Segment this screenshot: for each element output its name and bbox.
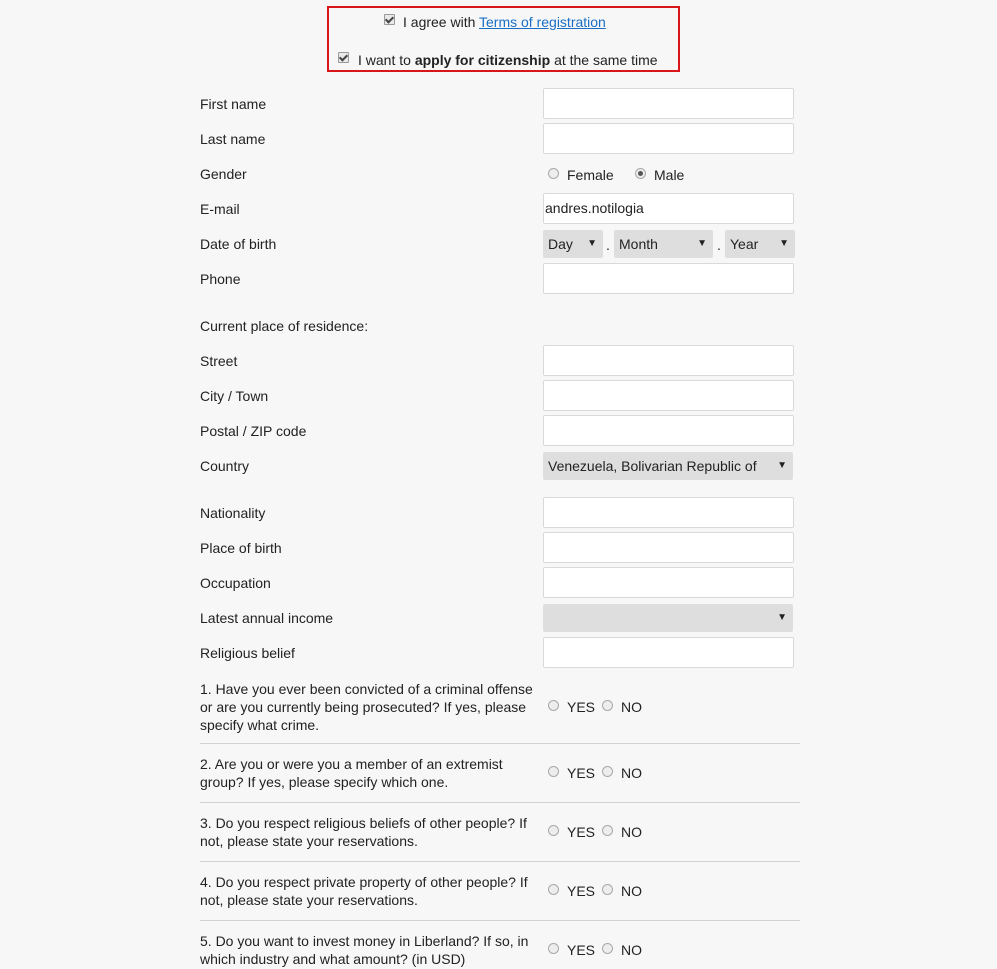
question-divider [200, 920, 800, 921]
income-label: Latest annual income [200, 610, 334, 626]
country-value: Venezuela, Bolivarian Republic of [548, 458, 757, 474]
residence-heading: Current place of residence: [200, 318, 369, 334]
question-5-no-radio[interactable] [602, 943, 613, 954]
yes-label: YES [567, 942, 596, 958]
no-label: NO [621, 883, 642, 899]
gender-female-label: Female [567, 167, 614, 183]
dropdown-arrow-icon: ▼ [587, 238, 597, 249]
yes-label: YES [567, 883, 596, 899]
postal-input[interactable] [543, 415, 794, 446]
no-label: NO [621, 765, 642, 781]
first-name-value [544, 95, 545, 111]
religious-label: Religious belief [200, 645, 295, 661]
citizenship-suffix: at the same time [554, 52, 658, 68]
first-name-label: First name [200, 96, 267, 112]
place-of-birth-input[interactable] [543, 532, 794, 563]
phone-label: Phone [200, 271, 241, 287]
gender-male-label: Male [654, 167, 685, 183]
yes-label: YES [567, 699, 596, 715]
citizenship-checkbox[interactable] [338, 52, 349, 63]
question-5-text: 5. Do you want to invest money in Liberland? If so, in which industry and what amount? (in USD) [200, 933, 529, 967]
question-divider [200, 802, 800, 803]
gender-label: Gender [200, 166, 247, 182]
city-label: City / Town [200, 388, 269, 404]
question-1-no-radio[interactable] [602, 700, 613, 711]
question-5-yes-radio[interactable] [548, 943, 559, 954]
dob-separator: . [606, 237, 610, 253]
question-2-yes-radio[interactable] [548, 766, 559, 777]
email-label: E-mail [200, 201, 240, 217]
dob-year-value: Year [730, 236, 759, 252]
first-name-input[interactable] [543, 88, 794, 119]
question-2-no-radio[interactable] [602, 766, 613, 777]
dropdown-arrow-icon: ▼ [777, 612, 787, 623]
gender-male-radio[interactable] [635, 168, 646, 179]
question-divider [200, 743, 800, 744]
country-label: Country [200, 458, 250, 474]
dob-label: Date of birth [200, 236, 277, 252]
religious-input[interactable] [543, 637, 794, 668]
street-input[interactable] [543, 345, 794, 376]
question-1-text: 1. Have you ever been convicted of a criminal offense or are you currently being prosecuted? If yes, please specify what crime. [200, 681, 533, 733]
question-divider [200, 861, 800, 862]
phone-value [544, 270, 545, 286]
citizenship-text [358, 52, 658, 68]
street-label: Street [200, 353, 238, 369]
question-3-yes-radio[interactable] [548, 825, 559, 836]
terms-agree-text [403, 14, 606, 30]
occupation-label: Occupation [200, 575, 271, 591]
occupation-input[interactable] [543, 567, 794, 598]
terms-prefix: I agree with [403, 14, 476, 30]
gender-female-radio[interactable] [548, 168, 559, 179]
question-4-yes-radio[interactable] [548, 884, 559, 895]
nationality-label: Nationality [200, 505, 266, 521]
country-select[interactable] [543, 452, 793, 480]
question-4-no-radio[interactable] [602, 884, 613, 895]
dropdown-arrow-icon: ▼ [779, 238, 789, 249]
last-name-input[interactable] [543, 123, 794, 154]
no-label: NO [621, 942, 642, 958]
no-label: NO [621, 699, 642, 715]
nationality-input[interactable] [543, 497, 794, 528]
terms-link[interactable]: Terms of registration [479, 14, 606, 30]
citizenship-prefix: I want to [358, 52, 411, 68]
question-2-text: 2. Are you or were you a member of an extremist group? If yes, please specify which one. [200, 756, 503, 790]
phone-input[interactable] [543, 263, 794, 294]
email-input[interactable] [543, 193, 794, 224]
income-select[interactable] [543, 604, 793, 632]
last-name-label: Last name [200, 131, 266, 147]
question-1-yes-radio[interactable] [548, 700, 559, 711]
question-3-text: 3. Do you respect religious beliefs of other people? If not, please state your reservations. [200, 815, 527, 849]
city-input[interactable] [543, 380, 794, 411]
dob-month-select[interactable] [614, 230, 713, 258]
postal-label: Postal / ZIP code [200, 423, 307, 439]
dropdown-arrow-icon: ▼ [697, 238, 707, 249]
terms-checkbox[interactable] [384, 14, 395, 25]
citizenship-bold: apply for citizenship [414, 52, 551, 68]
dob-year-select[interactable] [725, 230, 795, 258]
dob-day-select[interactable] [543, 230, 603, 258]
dropdown-arrow-icon: ▼ [777, 460, 787, 471]
last-name-value [544, 130, 545, 146]
question-4-text: 4. Do you respect private property of other people? If not, please state your reservations. [200, 874, 528, 908]
dob-month-value: Month [619, 236, 658, 252]
email-value: andres.notilogia [545, 200, 644, 216]
yes-label: YES [567, 824, 596, 840]
dob-day-value: Day [548, 236, 573, 252]
no-label: NO [621, 824, 642, 840]
dob-separator: . [717, 237, 721, 253]
question-3-no-radio[interactable] [602, 825, 613, 836]
yes-label: YES [567, 765, 596, 781]
place-of-birth-label: Place of birth [200, 540, 282, 556]
